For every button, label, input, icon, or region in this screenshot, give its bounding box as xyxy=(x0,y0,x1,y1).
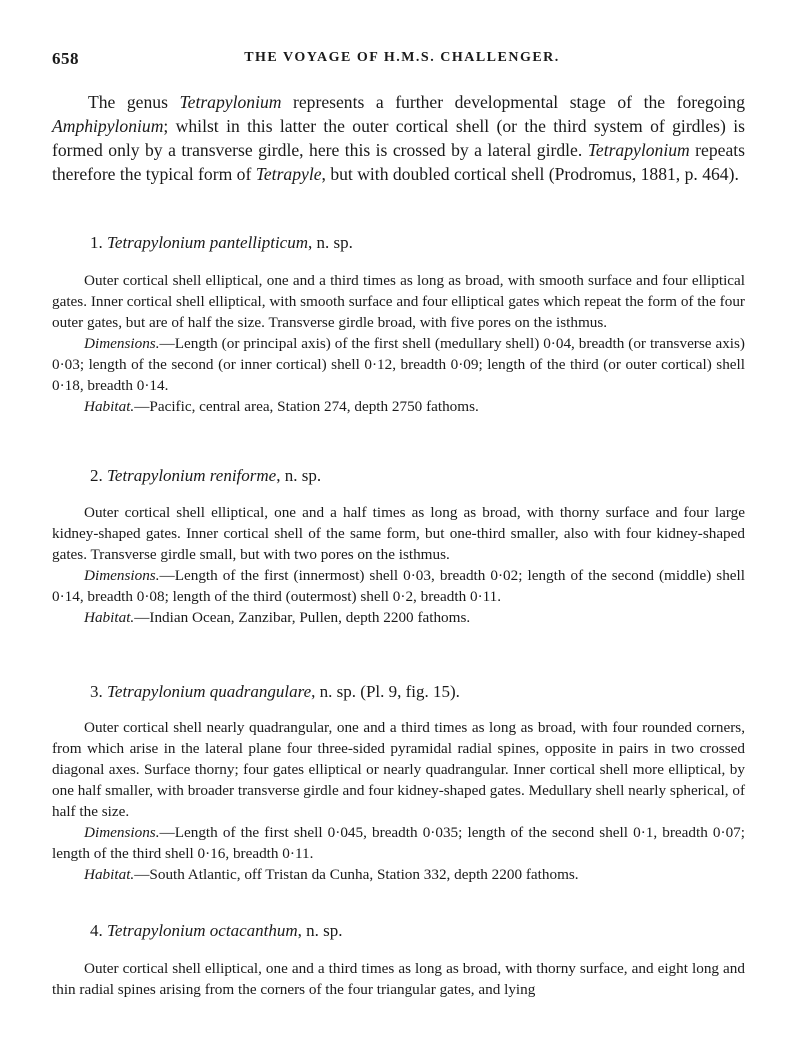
dimensions-text: —Length of the first shell 0·045, breadth 0·035; length of the second shell 0·1, breadth 0·07; length of the third shell 0·16, breadth 0·11. xyxy=(52,824,745,862)
species-name: Tetrapylonium quadrangulare xyxy=(107,682,312,701)
intro-text: repeats therefore the typical form of xyxy=(52,140,745,184)
habitat-label: Habitat. xyxy=(84,609,135,626)
species-suffix: , n. sp. xyxy=(297,921,343,940)
intro-text: The genus xyxy=(88,92,180,112)
genus-name: Tetrapylonium xyxy=(587,140,690,160)
intro-text: represents a further developmental stage of the foregoing xyxy=(281,92,745,112)
species-heading xyxy=(90,921,730,941)
intro-text: ; whilst in this latter the outer cortical shell (or the third system of girdles) is formed only by a transverse girdle, here this is crossed by a lateral girdle. xyxy=(52,116,745,160)
species-suffix: , n. sp. (Pl. 9, fig. 15). xyxy=(311,682,460,701)
species-number: 4. xyxy=(90,921,103,940)
species-entry xyxy=(52,958,745,1000)
description-text: Outer cortical shell elliptical, one and a third times as long as broad, with thorny surface, and eight long and thin radial spines arising from the corners of the four triangular gates, and lying xyxy=(52,960,745,998)
species-description xyxy=(52,502,745,565)
species-habitat xyxy=(52,864,745,885)
species-description xyxy=(52,270,745,333)
species-suffix: , n. sp. xyxy=(276,466,322,485)
species-number: 2. xyxy=(90,466,103,485)
genus-name: Tetrapylonium xyxy=(179,92,282,112)
species-heading xyxy=(90,233,730,253)
habitat-label: Habitat. xyxy=(84,398,135,415)
habitat-text: —Indian Ocean, Zanzibar, Pullen, depth 2200 fathoms. xyxy=(134,609,471,626)
species-number: 1. xyxy=(90,233,103,252)
species-name: Tetrapylonium reniforme xyxy=(107,466,277,485)
species-habitat xyxy=(52,396,745,417)
species-number: 3. xyxy=(90,682,103,701)
habitat-text: —South Atlantic, off Tristan da Cunha, Station 332, depth 2200 fathoms. xyxy=(134,866,579,883)
dimensions-label: Dimensions. xyxy=(84,824,160,841)
species-entry xyxy=(52,717,745,885)
dimensions-label: Dimensions. xyxy=(84,567,160,584)
species-name: Tetrapylonium octacanthum xyxy=(107,921,298,940)
species-habitat xyxy=(52,607,745,628)
species-heading xyxy=(90,466,730,486)
genus-name: Amphipylonium xyxy=(52,116,164,136)
species-dimensions xyxy=(52,822,745,864)
dimensions-label: Dimensions. xyxy=(84,335,160,352)
habitat-label: Habitat. xyxy=(84,866,135,883)
species-dimensions xyxy=(52,565,745,607)
intro-text: , but with doubled cortical shell (Prodromus, 1881, p. 464). xyxy=(321,164,739,184)
species-dimensions xyxy=(52,333,745,396)
species-name: Tetrapylonium pantellipticum xyxy=(107,233,309,252)
description-text: Outer cortical shell nearly quadrangular, one and a third times as long as broad, with four rounded corners, from which arise in the lateral plane four three-sided pyramidal radial spines, opposite in pairs in two crossed diagonal axes. Surface thorny; four gates elliptical or nearly quadrangular. Inner cortical shell more elliptical, by one half smaller, with broader transverse girdle and four kidney-shaped gates. Medullary shell nearly spherical, of half the size. xyxy=(52,719,745,820)
dimensions-text: —Length of the first (innermost) shell 0·03, breadth 0·02; length of the second (middle) shell 0·14, breadth 0·08; length of the third (outermost) shell 0·2, breadth 0·11. xyxy=(52,567,745,605)
intro-paragraph xyxy=(52,90,745,186)
species-suffix: , n. sp. xyxy=(308,233,353,252)
genus-name: Tetrapyle xyxy=(255,164,322,184)
species-heading xyxy=(90,682,730,702)
species-entry xyxy=(52,502,745,628)
description-text: Outer cortical shell elliptical, one and a third times as long as broad, with smooth surface and four elliptical gates. Inner cortical shell elliptical, with smooth surface and four elliptical gates which repeat the form of the four outer gates, but are of half the size. Transverse girdle broad, with five pores on the isthmus. xyxy=(52,272,745,331)
page-header xyxy=(52,49,752,71)
species-entry xyxy=(52,270,745,417)
habitat-text: —Pacific, central area, Station 274, depth 2750 fathoms. xyxy=(134,398,479,415)
running-head: THE VOYAGE OF H.M.S. CHALLENGER. xyxy=(244,50,560,65)
species-description xyxy=(52,717,745,822)
page-number: 658 xyxy=(52,49,79,68)
description-text: Outer cortical shell elliptical, one and a half times as long as broad, with thorny surface and four large kidney-shaped gates. Inner cortical shell of the same form, but one-third smaller, also with four kidney-shaped gates. Transverse girdle small, but with two pores on the isthmus. xyxy=(52,504,745,563)
dimensions-text: —Length (or principal axis) of the first shell (medullary shell) 0·04, breadth (or transverse axis) 0·03; length of the second (or inner cortical) shell 0·12, breadth 0·09; length of the third (or outer cortical) shell 0·18, breadth 0·14. xyxy=(52,335,745,394)
species-description xyxy=(52,958,745,1000)
